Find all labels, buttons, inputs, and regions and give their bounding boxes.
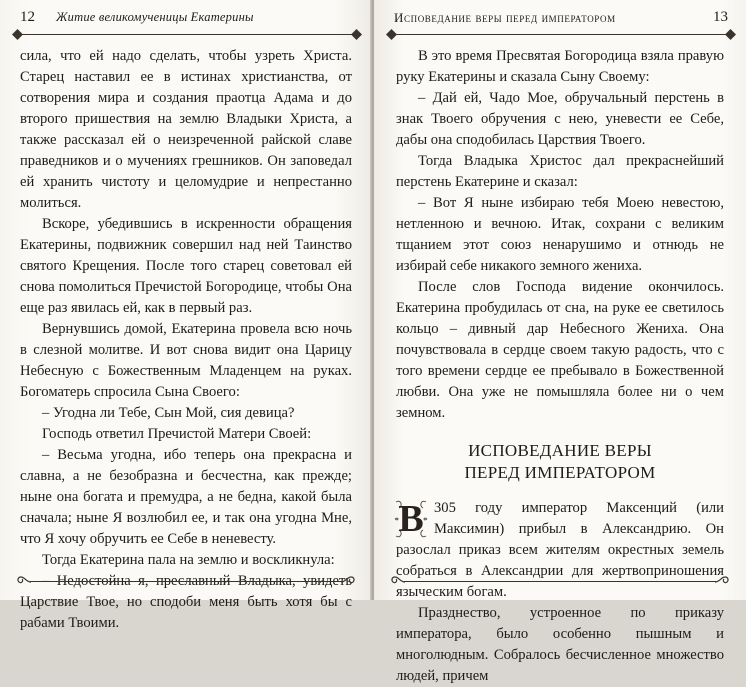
paragraph: После слов Господа видение окончилось. Екатерина пробудилась от сна, на руке ее светилось кольцо – дивный дар Небесного Жениха. Она почувствовала в сердце своем такую радость, что с того времени сердце ее пребывало в Божественной любви. Она уже не помышляла более ни о чем земном. bbox=[396, 279, 724, 421]
right-page-number: 13 bbox=[713, 9, 728, 25]
left-page bbox=[0, 0, 372, 631]
rule-end-ornament-icon bbox=[351, 29, 362, 40]
decorative-initial bbox=[396, 498, 426, 540]
dialogue-line: – Весьма угодна, ибо теперь она прекрасна и славна, а не безобразна и бесчестна, как прежде; ныне она богата и премудра, а не бедна, какой была сначала; ныне Я возлюбил ее, и так она угодна Мне, что Я хочу обручить ее Себе в неневесту. bbox=[20, 447, 352, 547]
footer-flourish-icon bbox=[714, 574, 730, 590]
footer-ornamental-rule bbox=[16, 574, 356, 590]
paragraph: сила, что ей надо сделать, чтобы узреть Христа. Старец наставил ее в истинах христианства, от сотворения мира и создания праотца Адама и до второго пришествия на землю Владыки Христа, а также рассказал ей о неизреченной райской славе праведников и о мучениях грешников. Он заповедал ей хранить чистоту и целомудрие и непрестанно молиться. bbox=[20, 48, 352, 211]
dialogue-line: – Угодна ли Тебе, Сын Мой, сия девица? bbox=[42, 405, 295, 421]
footer-flourish-icon bbox=[340, 574, 356, 590]
right-page bbox=[374, 0, 746, 684]
section-heading-line-1: ИСПОВЕДАНИЕ ВЕРЫ bbox=[468, 441, 652, 460]
rule-end-ornament-icon bbox=[386, 29, 397, 40]
left-page-number: 12 bbox=[20, 9, 35, 25]
rule-end-ornament-icon bbox=[12, 29, 23, 40]
paragraph: Тогда Екатерина пала на землю и воскликнула: bbox=[42, 552, 335, 568]
section-heading-line-2: ПЕРЕД ИМПЕРАТОРОМ bbox=[464, 463, 656, 482]
right-running-title: Исповедание веры перед императором bbox=[394, 10, 616, 25]
footer-flourish-icon bbox=[390, 574, 406, 590]
dialogue-line: – Недостойна я, преславный Владыка, увидеть Царствие Твое, но сподоби меня быть хотя бы с рабами Твоими. bbox=[20, 573, 352, 631]
paragraph: Вернувшись домой, Екатерина провела всю ночь в слезной молитве. И вот снова видит она Царицу Небесную с Божественным Младенцем на руках. Богоматерь спросила Сына Своего: bbox=[20, 321, 352, 400]
left-running-title: Житие великомученицы Екатерины bbox=[56, 10, 254, 24]
dialogue-line: – Вот Я ныне избираю тебя Моею невестою, нетленною и вечною. Итак, сохрани с великим тщанием этот союз ненарушимо и отнюдь не избирай себе никакого земного жениха. bbox=[396, 195, 724, 274]
dialogue-line: – Дай ей, Чадо Мое, обручальный перстень в знак Твоего обручения с нею, уневести ее Себе, дабы она сподобилась Царствия Твоего. bbox=[396, 90, 724, 148]
rule-end-ornament-icon bbox=[725, 29, 736, 40]
header-ornamental-rule bbox=[14, 30, 360, 40]
paragraph: Тогда Владыка Христос дал прекраснейший перстень Екатерине и сказал: bbox=[396, 153, 724, 190]
dropcap-paragraph-text: 305 году император Максенций (или Максимин) прибыл в Александрию. Он разослал приказ всем жителям окрестных земель собраться в Александрии для жертвоприношения языческим богам. bbox=[396, 500, 724, 600]
paragraph: В это время Пресвятая Богородица взяла правую руку Екатерины и сказала Сыну Своему: bbox=[396, 48, 724, 85]
right-page-header bbox=[388, 8, 734, 30]
header-ornamental-rule bbox=[388, 30, 734, 40]
paragraph: Господь ответил Пречистой Матери Своей: bbox=[42, 426, 312, 442]
footer-flourish-icon bbox=[16, 574, 32, 590]
right-page-body bbox=[396, 46, 724, 687]
dropcap-letter: В bbox=[398, 498, 424, 540]
paragraph: Вскоре, убедившись в искренности обращения Екатерины, подвижник совершил над ней Таинство святого Крещения. После того старец советовал ей снова помолиться Пречистой Богородице, чтобы Она еще раз явилась ей, как в первый раз. bbox=[20, 216, 352, 316]
footer-ornamental-rule bbox=[390, 574, 730, 590]
left-page-body bbox=[20, 46, 352, 634]
left-page-header bbox=[14, 8, 360, 30]
section-heading bbox=[396, 440, 724, 484]
paragraph: Празднество, устроенное по приказу императора, было особенно пышным и многолюдным. Собралось бесчисленное множество людей, причем bbox=[396, 605, 724, 684]
